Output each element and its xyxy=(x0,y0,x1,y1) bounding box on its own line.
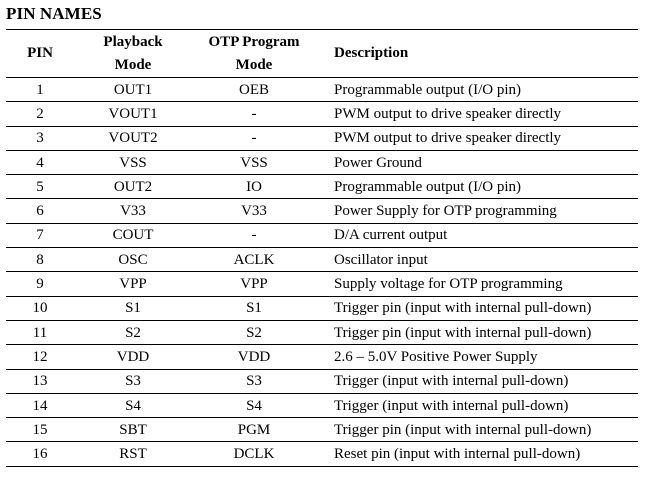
pin-cell: 11 xyxy=(6,320,74,344)
playback-mode-cell: RST xyxy=(74,442,192,466)
playback-mode-cell: VPP xyxy=(74,272,192,296)
table-row xyxy=(6,418,638,442)
table-row xyxy=(6,199,638,223)
table-row xyxy=(6,126,638,150)
description-cell: Programmable output (I/O pin) xyxy=(316,78,638,102)
playback-mode-cell: VSS xyxy=(74,150,192,174)
description-cell: Oscillator input xyxy=(316,248,638,272)
header-pin: PIN xyxy=(27,45,53,61)
table-row xyxy=(6,320,638,344)
otp-mode-cell: - xyxy=(192,126,316,150)
description-cell: Programmable output (I/O pin) xyxy=(316,175,638,199)
header-otp-line2: Mode xyxy=(235,56,273,73)
playback-mode-cell: COUT xyxy=(74,223,192,247)
pin-cell: 16 xyxy=(6,442,74,466)
description-cell: Trigger (input with internal pull-down) xyxy=(316,393,638,417)
table-row xyxy=(6,150,638,174)
table-row xyxy=(6,442,638,466)
section-title: PIN NAMES xyxy=(6,4,102,23)
playback-mode-cell: VOUT2 xyxy=(74,126,192,150)
header-otp-line1: OTP Program xyxy=(208,33,300,50)
description-cell: D/A current output xyxy=(316,223,638,247)
otp-mode-cell: - xyxy=(192,223,316,247)
pin-cell: 4 xyxy=(6,150,74,174)
otp-mode-cell: DCLK xyxy=(192,442,316,466)
table-row xyxy=(6,296,638,320)
table-row xyxy=(6,78,638,102)
otp-mode-cell: ACLK xyxy=(192,248,316,272)
table-body xyxy=(6,78,638,467)
pin-cell: 7 xyxy=(6,223,74,247)
pin-names-table xyxy=(6,29,638,467)
table-row xyxy=(6,175,638,199)
otp-mode-cell: VSS xyxy=(192,150,316,174)
pin-cell: 9 xyxy=(6,272,74,296)
otp-mode-cell: S3 xyxy=(192,369,316,393)
otp-mode-cell: OEB xyxy=(192,78,316,102)
description-cell: PWM output to drive speaker directly xyxy=(316,102,638,126)
playback-mode-cell: S3 xyxy=(74,369,192,393)
playback-mode-cell: S4 xyxy=(74,393,192,417)
description-cell: Power Supply for OTP programming xyxy=(316,199,638,223)
table-header xyxy=(6,30,638,78)
header-playback-mode xyxy=(74,30,192,78)
playback-mode-cell: OUT2 xyxy=(74,175,192,199)
pin-cell: 14 xyxy=(6,393,74,417)
pin-cell: 2 xyxy=(6,102,74,126)
playback-mode-cell: VDD xyxy=(74,345,192,369)
description-cell: Reset pin (input with internal pull-down) xyxy=(316,442,638,466)
header-description: Description xyxy=(334,45,409,61)
playback-mode-cell: VOUT1 xyxy=(74,102,192,126)
description-cell: PWM output to drive speaker directly xyxy=(316,126,638,150)
pin-cell: 5 xyxy=(6,175,74,199)
description-cell: Trigger (input with internal pull-down) xyxy=(316,369,638,393)
pin-cell: 15 xyxy=(6,418,74,442)
table-row xyxy=(6,102,638,126)
otp-mode-cell: VDD xyxy=(192,345,316,369)
description-cell: Trigger pin (input with internal pull-down) xyxy=(316,320,638,344)
otp-mode-cell: - xyxy=(192,102,316,126)
playback-mode-cell: OSC xyxy=(74,248,192,272)
header-playback-line2: Mode xyxy=(114,56,152,73)
playback-mode-cell: S1 xyxy=(74,296,192,320)
pin-cell: 6 xyxy=(6,199,74,223)
playback-mode-cell: SBT xyxy=(74,418,192,442)
otp-mode-cell: VPP xyxy=(192,272,316,296)
description-cell: Trigger pin (input with internal pull-down) xyxy=(316,296,638,320)
playback-mode-cell: V33 xyxy=(74,199,192,223)
header-playback-line1: Playback xyxy=(103,33,163,50)
otp-mode-cell: S1 xyxy=(192,296,316,320)
pin-cell: 12 xyxy=(6,345,74,369)
pin-cell: 10 xyxy=(6,296,74,320)
description-cell: Trigger pin (input with internal pull-down) xyxy=(316,418,638,442)
table-row xyxy=(6,223,638,247)
otp-mode-cell: S4 xyxy=(192,393,316,417)
table-row xyxy=(6,248,638,272)
playback-mode-cell: S2 xyxy=(74,320,192,344)
pin-cell: 3 xyxy=(6,126,74,150)
header-row xyxy=(6,30,638,78)
description-cell: 2.6 – 5.0V Positive Power Supply xyxy=(316,345,638,369)
otp-mode-cell: V33 xyxy=(192,199,316,223)
table-row xyxy=(6,369,638,393)
pin-cell: 13 xyxy=(6,369,74,393)
description-cell: Power Ground xyxy=(316,150,638,174)
table-row xyxy=(6,345,638,369)
pin-cell: 8 xyxy=(6,248,74,272)
table-row xyxy=(6,272,638,296)
table-row xyxy=(6,393,638,417)
otp-mode-cell: IO xyxy=(192,175,316,199)
playback-mode-cell: OUT1 xyxy=(74,78,192,102)
otp-mode-cell: S2 xyxy=(192,320,316,344)
otp-mode-cell: PGM xyxy=(192,418,316,442)
description-cell: Supply voltage for OTP programming xyxy=(316,272,638,296)
pin-cell: 1 xyxy=(6,78,74,102)
header-otp-program-mode xyxy=(192,30,316,78)
